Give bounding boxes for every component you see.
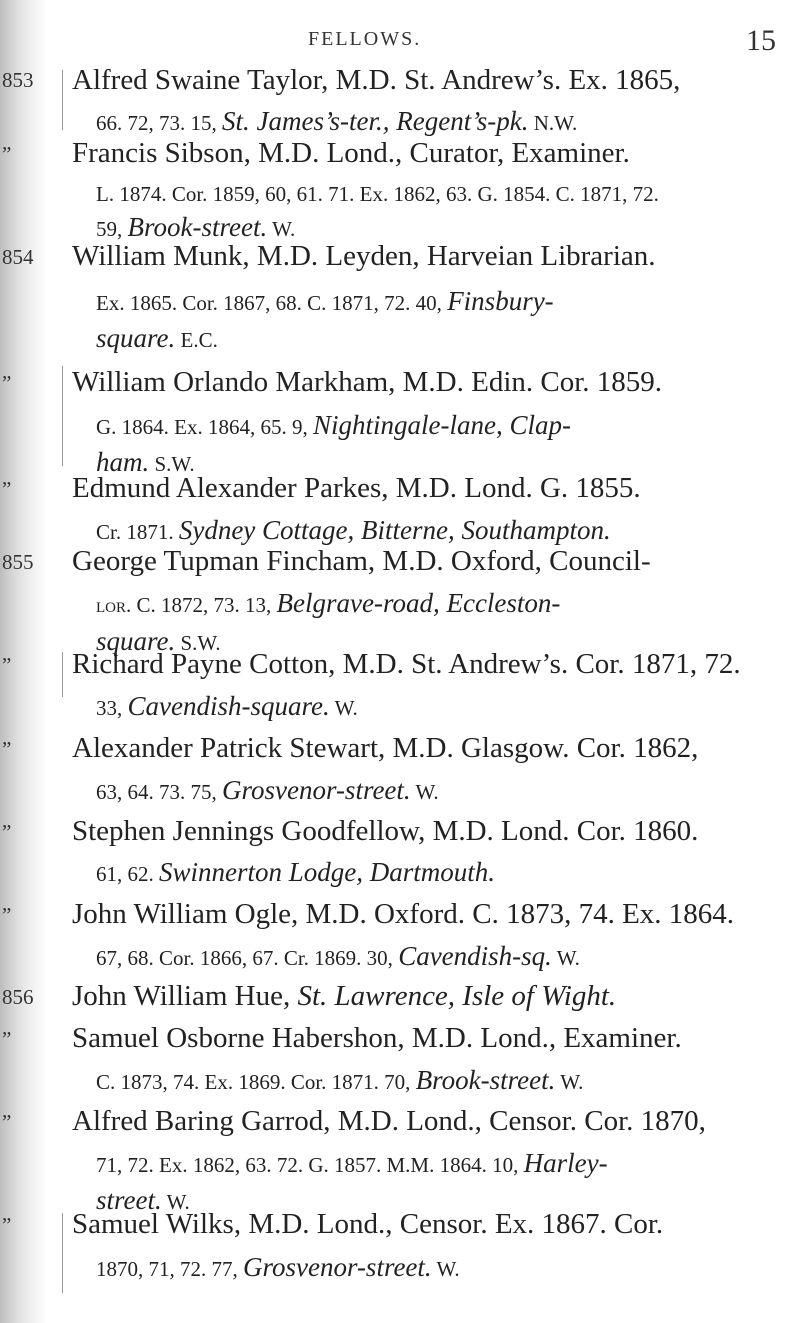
address: Cavendish-square. — [127, 691, 330, 721]
fellow-detail-line — [96, 515, 611, 546]
detail-text: 33, — [96, 696, 128, 720]
running-head — [0, 24, 801, 57]
fellow-name-line: Alfred Swaine Taylor, M.D. St. Andrew’s. Ex. 1865, — [72, 64, 681, 96]
year-marker: 856 — [2, 985, 34, 1009]
fellow-entry — [72, 898, 734, 931]
address: St. Lawrence, Isle of Wight. — [297, 980, 617, 1012]
year-marker: ” — [2, 820, 12, 844]
address: square. — [96, 323, 176, 353]
column-rule — [62, 652, 63, 697]
address: Grosvenor-street. — [243, 1252, 432, 1282]
detail-text: Cr. 1871. — [96, 520, 179, 544]
postal-district: W. — [161, 1190, 190, 1214]
fellow-entry — [72, 64, 680, 97]
column-rule — [62, 366, 63, 466]
fellow-name-line: Edmund Alexander Parkes, M.D. Lond. G. 1855. — [72, 472, 641, 504]
fellow-name-line: William Munk, M.D. Leyden, Harveian Librarian. — [72, 240, 656, 272]
address: Grosvenor-street. — [222, 775, 411, 805]
detail-text: 1870, 71, 72. 77, — [96, 1257, 243, 1281]
address: square. — [96, 626, 176, 656]
fellow-detail-line — [96, 106, 577, 137]
fellow-name-line: John William Hue, — [72, 980, 298, 1012]
address: Finsbury- — [447, 286, 554, 316]
fellow-entry — [72, 1208, 663, 1241]
fellow-detail-line — [96, 182, 659, 207]
year-marker: ” — [2, 1027, 12, 1051]
detail-text: 66. 72, 73. 15, — [96, 111, 222, 135]
year-marker: ” — [2, 477, 12, 501]
fellow-name-line: Francis Sibson, M.D. Lond., Curator, Examiner. — [72, 137, 630, 169]
postal-district: W. — [267, 217, 296, 241]
year-marker: ” — [2, 737, 12, 761]
year-marker: 854 — [2, 245, 34, 269]
fellow-detail-line — [96, 691, 358, 722]
fellow-entry — [72, 815, 698, 848]
detail-text: C. 1873, 74. Ex. 1869. Cor. 1871. 70, — [96, 1070, 416, 1094]
fellow-name-line: William Orlando Markham, M.D. Edin. Cor. 1859. — [72, 366, 663, 398]
postal-district: S.W. — [149, 452, 195, 476]
year-marker: ” — [2, 903, 12, 927]
year-marker: 855 — [2, 550, 34, 574]
year-marker: ” — [2, 142, 12, 166]
postal-district: W. — [555, 1070, 584, 1094]
postal-district: W. — [329, 696, 358, 720]
detail-text: L. 1874. Cor. 1859, 60, 61. 71. Ex. 1862, 63. G. 1854. C. 1871, 72. — [96, 182, 659, 206]
fellow-detail-line — [96, 1148, 608, 1179]
year-marker: ” — [2, 1110, 12, 1134]
year-marker: ” — [2, 371, 12, 395]
year-marker: ” — [2, 653, 12, 677]
postal-district: W. — [431, 1257, 460, 1281]
fellow-entry — [72, 732, 698, 765]
address: St. James’s-ter., Regent’s-pk. — [222, 106, 529, 136]
fellow-entry — [72, 545, 651, 578]
column-rule — [62, 1213, 63, 1293]
fellow-name-line: George Tupman Fincham, M.D. Oxford, Council- — [72, 545, 651, 577]
fellow-name-line: Alfred Baring Garrod, M.D. Lond., Censor. Cor. 1870, — [72, 1105, 706, 1137]
fellow-entry — [72, 648, 741, 681]
address: Sydney Cottage, Bitterne, Southampton. — [178, 515, 611, 545]
fellow-detail-line — [96, 775, 439, 806]
running-title: FELLOWS. — [308, 28, 422, 50]
address: Brook-street. — [127, 212, 268, 242]
fellow-entry — [72, 137, 630, 170]
fellow-name-line: Samuel Osborne Habershon, M.D. Lond., Examiner. — [72, 1022, 682, 1054]
address: Cavendish-sq. — [398, 941, 552, 971]
fellow-name-line: Samuel Wilks, M.D. Lond., Censor. Ex. 1867. Cor. — [72, 1208, 664, 1240]
year-marker: 853 — [2, 68, 34, 92]
fellow-entry — [72, 980, 616, 1013]
fellow-detail-line — [96, 323, 218, 354]
column-rule — [62, 70, 63, 130]
detail-text: 67, 68. Cor. 1866, 67. Cr. 1869. 30, — [96, 946, 399, 970]
address: Harley- — [523, 1148, 608, 1178]
fellow-entry — [72, 1105, 706, 1138]
fellow-detail-line — [96, 588, 560, 619]
fellow-entry — [72, 472, 641, 505]
fellow-name-line: John William Ogle, M.D. Oxford. C. 1873, 74. Ex. 1864. — [72, 898, 735, 930]
detail-text: 59, — [96, 217, 128, 241]
fellow-entry — [72, 1022, 682, 1055]
postal-district: E.C. — [175, 328, 218, 352]
fellow-detail-line — [96, 941, 580, 972]
postal-district: W. — [551, 946, 580, 970]
fellow-entry — [72, 240, 656, 273]
fellow-detail-line — [96, 410, 571, 441]
address: Nightingale-lane, Clap- — [313, 410, 571, 440]
detail-text: 63, 64. 73. 75, — [96, 780, 222, 804]
detail-text: G. 1864. Ex. 1864, 65. 9, — [96, 415, 313, 439]
address: Brook-street. — [415, 1065, 556, 1095]
fellow-name-line: Stephen Jennings Goodfellow, M.D. Lond. Cor. 1860. — [72, 815, 699, 847]
address: Belgrave-road, Eccleston- — [276, 588, 561, 618]
fellow-detail-line — [96, 1252, 460, 1283]
fellow-name-line: Richard Payne Cotton, M.D. St. Andrew’s. Cor. 1871, 72. — [72, 648, 741, 680]
fellow-name-line: Alexander Patrick Stewart, M.D. Glasgow. Cor. 1862, — [72, 732, 699, 764]
address: street. — [96, 1185, 162, 1215]
address: Swinnerton Lodge, Dartmouth. — [159, 857, 496, 887]
postal-district: N.W. — [528, 111, 578, 135]
fellow-detail-line — [96, 1065, 583, 1096]
detail-text: Ex. 1865. Cor. 1867, 68. C. 1871, 72. 40, — [96, 291, 448, 315]
year-marker: ” — [2, 1213, 12, 1237]
fellow-detail-line — [96, 857, 495, 888]
address: ham. — [96, 447, 150, 477]
detail-text: 71, 72. Ex. 1862, 63. 72. G. 1857. M.M. 1864. 10, — [96, 1153, 524, 1177]
detail-text: 61, 62. — [96, 862, 159, 886]
detail-text: lor. C. 1872, 73. 13, — [96, 593, 277, 617]
fellow-detail-line — [96, 212, 295, 243]
fellow-detail-line — [96, 286, 554, 317]
fellow-entry — [72, 366, 662, 399]
postal-district: S.W. — [175, 631, 221, 655]
page-number: 15 — [746, 24, 776, 57]
postal-district: W. — [410, 780, 439, 804]
